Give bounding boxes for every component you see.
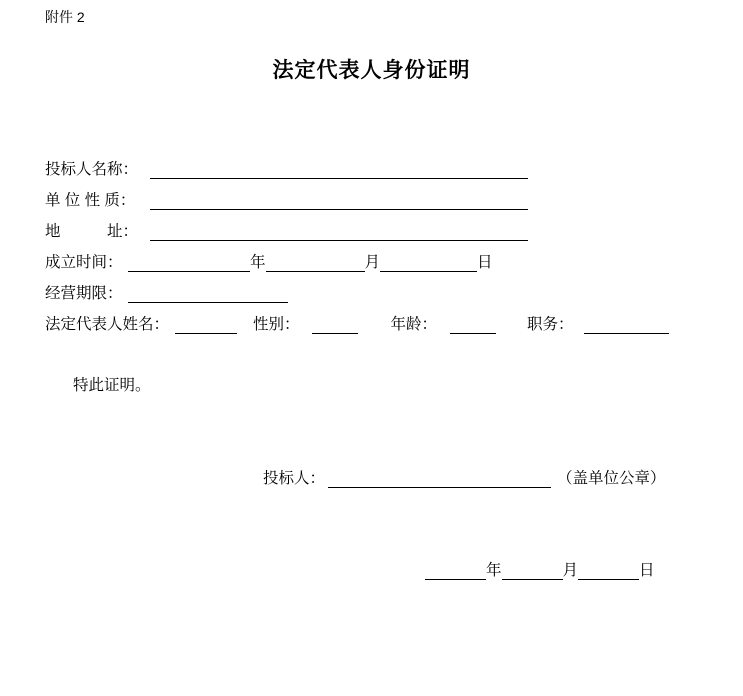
sign-date-day-unit: 日 (639, 562, 655, 579)
legal-rep-gender-label: 性别： (253, 316, 300, 333)
signature-blank-field[interactable] (328, 467, 551, 488)
form-row-unit-nature (45, 179, 698, 210)
legal-rep-gender-blank-field[interactable] (312, 313, 358, 334)
bidder-name-blank-field[interactable] (150, 158, 528, 179)
address-blank-field[interactable] (150, 220, 528, 241)
signature-row (263, 456, 698, 488)
form-row-bidder-name (45, 148, 698, 179)
form-row-establish-date (45, 241, 698, 272)
unit-nature-blank-field[interactable] (150, 189, 528, 210)
business-term-label: 经营期限： (45, 285, 123, 302)
seal-note: （盖单位公章） (557, 470, 666, 487)
sign-date-month-unit: 月 (562, 562, 579, 579)
establish-year-unit: 年 (250, 254, 266, 271)
legal-rep-name-label: 法定代表人姓名： (45, 316, 170, 333)
establish-year-blank-field[interactable] (128, 251, 250, 272)
establish-month-blank-field[interactable] (266, 251, 365, 272)
legal-rep-age-label: 年龄： (390, 316, 438, 333)
form-row-address (45, 210, 698, 241)
unit-nature-label: 单 位 性 质： (45, 192, 136, 209)
attachment-label: 附件 2 (45, 9, 85, 25)
establish-date-label: 成立时间： (45, 254, 123, 271)
sign-date-year-blank-field[interactable] (425, 559, 486, 580)
address-label: 地 址： (45, 223, 139, 240)
sign-date-day-blank-field[interactable] (578, 559, 639, 580)
signature-bidder-label: 投标人： (263, 470, 326, 487)
certificate-form (45, 148, 698, 334)
legal-rep-name-blank-field[interactable] (175, 313, 237, 334)
certify-statement: 特此证明。 (73, 377, 151, 394)
legal-rep-position-label: 职务： (527, 316, 574, 333)
legal-rep-position-blank-field[interactable] (584, 313, 669, 334)
document-title: 法定代表人身份证明 (272, 58, 471, 82)
legal-rep-age-blank-field[interactable] (450, 313, 496, 334)
establish-day-blank-field[interactable] (380, 251, 477, 272)
business-term-blank-field[interactable] (128, 282, 288, 303)
establish-month-unit: 月 (364, 254, 381, 271)
establish-day-unit: 日 (477, 254, 493, 271)
sign-date-year-unit: 年 (486, 562, 502, 579)
form-row-business-term (45, 272, 698, 303)
form-row-legal-rep (45, 303, 698, 334)
sign-date-row (425, 548, 698, 580)
sign-date-month-blank-field[interactable] (502, 559, 563, 580)
bidder-name-label: 投标人名称： (45, 161, 139, 178)
